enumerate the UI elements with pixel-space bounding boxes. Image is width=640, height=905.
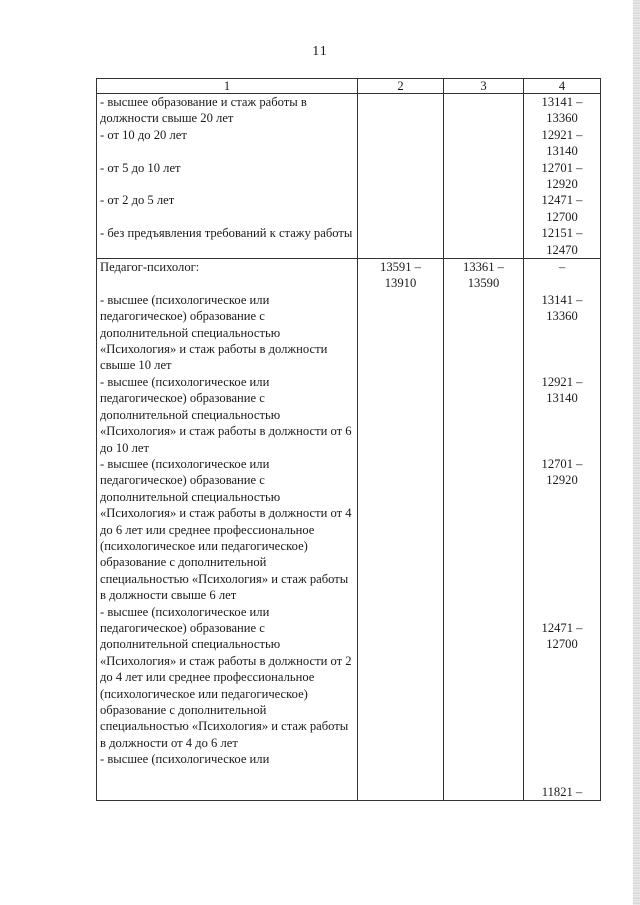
list-item: - высшее (психологическое или педагогическое) образование с дополнительной специальностью «Психология» и стаж работы в должности от 4 до 6 лет или среднее профессиональное (психологическое или педагогическое) образование с дополнительной специальностью «Психология» и стаж работы в должности свыше 6 лет <box>100 456 352 603</box>
range-value: 12700 <box>546 209 578 224</box>
table-header-row <box>97 79 601 94</box>
list-item: - от 5 до 10 лет <box>100 160 181 175</box>
range-value: 11821 – <box>541 784 583 799</box>
section-1-col-2 <box>358 94 444 259</box>
range-value: 12470 <box>546 242 578 257</box>
table-row-section-1 <box>97 94 601 259</box>
range-value: 12700 <box>546 637 578 652</box>
list-item: - высшее (психологическое или педагогическое) образование с дополнительной специальностью «Психология» и стаж работы в должности от 2 до 4 лет или среднее профессиональное (психологическое или педагогическое) образование с дополнительной специальностью «Психология» и стаж работы в должности от 4 до 6 лет <box>100 604 352 750</box>
range-value: 12920 <box>546 473 578 488</box>
range-value: 13361 – <box>463 260 504 275</box>
table-row-section-2 <box>97 259 601 801</box>
range-value: 13140 <box>546 144 578 159</box>
salary-table <box>96 78 601 801</box>
list-item: - высшее образование и стаж работы в должности свыше 20 лет <box>100 95 307 126</box>
header-col-4: 4 <box>524 79 601 94</box>
header-col-1: 1 <box>97 79 358 94</box>
page-number: 11 <box>312 44 328 59</box>
range-value: 13591 – <box>380 260 421 275</box>
section-2-ranges <box>524 259 601 801</box>
scan-edge <box>633 0 640 905</box>
header-col-3: 3 <box>444 79 524 94</box>
section-1-ranges <box>524 94 601 259</box>
list-item: - без предъявления требований к стажу работы <box>100 226 353 241</box>
list-item: - от 10 до 20 лет <box>100 127 187 142</box>
range-value: 12471 – <box>541 193 583 208</box>
range-value: 13590 <box>467 276 500 291</box>
section-2-descriptions <box>97 259 358 801</box>
range-value: 12701 – <box>541 456 583 471</box>
list-item: - высшее (психологическое или педагогическое) образование с дополнительной специальностью «Психология» и стаж работы в должности от 6 до 10 лет <box>100 374 352 455</box>
range-value: 13141 – <box>541 95 583 109</box>
range-value: 13141 – <box>541 292 583 307</box>
range-value: 12151 – <box>541 226 583 241</box>
section-title: Педагог-психолог: <box>100 260 200 275</box>
list-item: - от 2 до 5 лет <box>100 193 175 208</box>
range-value: 13140 <box>546 391 578 406</box>
range-value: 13360 <box>546 111 578 126</box>
list-item: - высшее (психологическое или педагогическое) образование с дополнительной специальностью «Психология» и стаж работы в должности свыше 10 лет <box>100 292 328 373</box>
salary-table-container <box>96 78 601 801</box>
range-value: 13910 <box>384 276 417 291</box>
dash-value: – <box>558 260 566 275</box>
range-value: 12921 – <box>541 374 583 389</box>
section-1-descriptions <box>97 94 358 259</box>
list-item: - высшее (психологическое или <box>100 752 270 767</box>
section-2-col-3 <box>444 259 524 801</box>
header-col-2: 2 <box>358 79 444 94</box>
range-value: 12471 – <box>541 620 583 635</box>
range-value: 12920 <box>546 177 578 192</box>
section-2-col-2 <box>358 259 444 801</box>
range-value: 13360 <box>546 309 578 324</box>
range-value: 12701 – <box>541 160 583 175</box>
range-value: 12921 – <box>541 127 583 142</box>
section-1-col-3 <box>444 94 524 259</box>
